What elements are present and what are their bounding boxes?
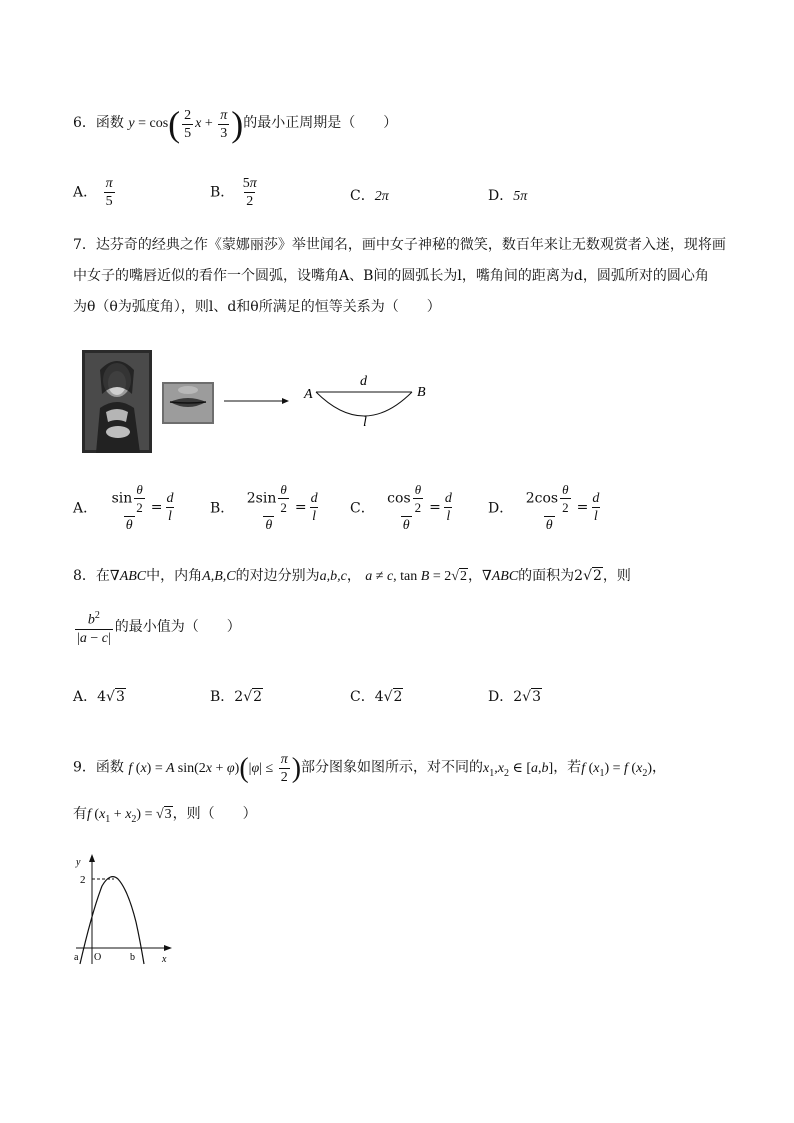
- max-value-label: 2: [80, 874, 86, 886]
- mona-lisa-image: [82, 350, 152, 453]
- q9-given: f $(x_1 + x_2) = √3$: [87, 807, 172, 825]
- x-axis-label: x: [162, 954, 167, 965]
- q8-option-c-value: 4√2: [374, 689, 403, 705]
- q8-option-c[interactable]: [350, 686, 403, 706]
- q8-sides: a,b,c: [319, 569, 347, 584]
- q9-function-graph: [66, 852, 176, 968]
- q7-option-b-label: B．: [210, 500, 235, 517]
- arrow-right-icon: [224, 395, 290, 407]
- q6-option-b-value: $\frac{5\pi}{2}$: [242, 176, 257, 209]
- q7-option-d[interactable]: D． 2cos $\frac{\theta}{2}$ θ = $\frac{d}{l}$: [488, 482, 600, 533]
- q6-option-a-label: A．: [73, 184, 98, 201]
- q7-option-a-label: A．: [73, 500, 98, 517]
- q6-option-d[interactable]: [488, 185, 527, 205]
- origin-label: O: [94, 952, 102, 963]
- q7-line-3: 为θ（θ为弧度角），则l、d和θ所满足的恒等关系为（ ）: [73, 299, 441, 315]
- q7-option-c-value: cos $\frac{\theta}{2}$ θ: [387, 482, 422, 533]
- arc-l: [316, 392, 412, 416]
- q8-option-c-label: C．: [350, 689, 375, 705]
- q6-option-d-label: D．: [488, 188, 514, 204]
- q6-option-b-label: B．: [210, 184, 235, 201]
- q8-area: 2√2: [574, 568, 602, 584]
- q8-angles: A,B,C: [202, 569, 236, 584]
- q8-option-b-label: B．: [210, 689, 235, 705]
- q8-option-b-value: 2√2: [234, 689, 263, 705]
- q7-line-2: 中女子的嘴唇近似的看作一个圆弧，设嘴角A、B间的圆弧长为l，嘴角间的距离为d，圆弧所对的圆心角: [73, 268, 709, 284]
- q7-option-c[interactable]: C． cos $\frac{\theta}{2}$ θ = $\frac{d}{l}$: [350, 482, 452, 533]
- q9-stem-line-2: 有f $(x_1 + x_2) = √3$，则（ ）: [73, 806, 257, 825]
- point-a-label: A: [304, 387, 313, 402]
- q7-option-a-value: sin $\frac{\theta}{2}$ θ: [111, 482, 143, 533]
- q9-number: 9．: [73, 759, 96, 776]
- q6-number: 6．: [73, 115, 96, 132]
- q8-option-d-label: D．: [488, 689, 514, 705]
- q6-option-c[interactable]: [350, 185, 389, 205]
- q6-option-a[interactable]: [73, 176, 117, 209]
- q7-option-b-value: 2sin $\frac{\theta}{2}$ θ: [246, 482, 287, 533]
- q7-option-d-value: 2cos $\frac{\theta}{2}$ θ: [525, 482, 569, 533]
- q8-stem-line-2: [73, 608, 241, 646]
- q8-expression: $\frac{b^2}{|a - c|}$: [77, 610, 111, 646]
- arc-l-label: l: [363, 415, 367, 430]
- q9-function: f (x) = A sin(2x + φ)(|φ| ≤ $\frac{\pi}{2}$ ): [128, 752, 302, 785]
- sine-curve: [80, 877, 144, 964]
- q8-option-d-value: 2√3: [513, 689, 541, 705]
- q6-option-a-value: $\frac{\pi}{5}$: [105, 176, 113, 209]
- point-b-label: B: [417, 385, 426, 400]
- q8-number: 8．: [73, 568, 96, 584]
- q8-stem-line-1: 8．在∇ABC中，内角A,B,C的对边分别为a,b,c， a ≠ c, tan B = 2√2，∇ABC的面积为2√2，则: [73, 568, 631, 584]
- q6-suffix: 的最小正周期是（ ）: [243, 115, 398, 132]
- q8-condition: a ≠ c, tan B = 2√2: [365, 569, 467, 584]
- y-axis-label: y: [76, 857, 81, 868]
- q8-option-a-value: 4√3: [97, 689, 125, 705]
- q8-triangle: ∇ABC: [109, 569, 147, 584]
- q6-option-d-value: 5π: [513, 189, 528, 204]
- arc-diagram: [300, 368, 435, 432]
- q9-variables: $x_1,x_2$ ∈ [a,b]: [483, 760, 554, 779]
- lips-image: [162, 382, 214, 424]
- q9-stem-line-1: 9．函数 f (x) = A sin(2x + φ)(|φ| ≤ $\frac{\pi}{2}$ )部分图象如图所示，对不同的$x_1,x_2$ ∈ [a,b]，若f $(x_1) = f$ $(x_2)$，: [73, 752, 666, 785]
- q7-option-d-label: D．: [488, 500, 514, 517]
- q6-option-c-label: C．: [350, 188, 375, 204]
- q8-option-a-label: A．: [73, 689, 98, 705]
- q8-option-b[interactable]: [210, 686, 263, 706]
- q8-option-a[interactable]: [73, 686, 126, 706]
- q6-prefix: 函数: [95, 115, 124, 132]
- q6-option-c-value: 2π: [374, 189, 389, 204]
- q6-stem: [73, 106, 397, 142]
- q7-line-1: 7．达芬奇的经典之作《蒙娜丽莎》举世闻名，画中女子神秘的微笑，数百年来让无数观赏者入迷，现将画: [73, 237, 726, 253]
- q7-option-a[interactable]: A． sin $\frac{\theta}{2}$ θ = $\frac{d}{l}$: [73, 482, 174, 533]
- q7-option-c-label: C．: [350, 500, 375, 517]
- q9-condition: f $(x_1) = f$ $(x_2)$: [581, 760, 652, 779]
- q8-tail: 的最小值为（ ）: [114, 618, 241, 635]
- chord-d-label: d: [360, 374, 367, 389]
- q8-option-d[interactable]: [488, 686, 542, 706]
- q6-option-b[interactable]: [210, 176, 261, 209]
- b-label: b: [130, 952, 135, 963]
- q6-formula: y = cos( $\frac{2}{5}$ x + $\frac{\pi}{3}$ ): [128, 104, 244, 144]
- q7-option-b[interactable]: B． 2sin $\frac{\theta}{2}$ θ = $\frac{d}{l}$: [210, 482, 318, 533]
- a-label: a: [74, 952, 79, 963]
